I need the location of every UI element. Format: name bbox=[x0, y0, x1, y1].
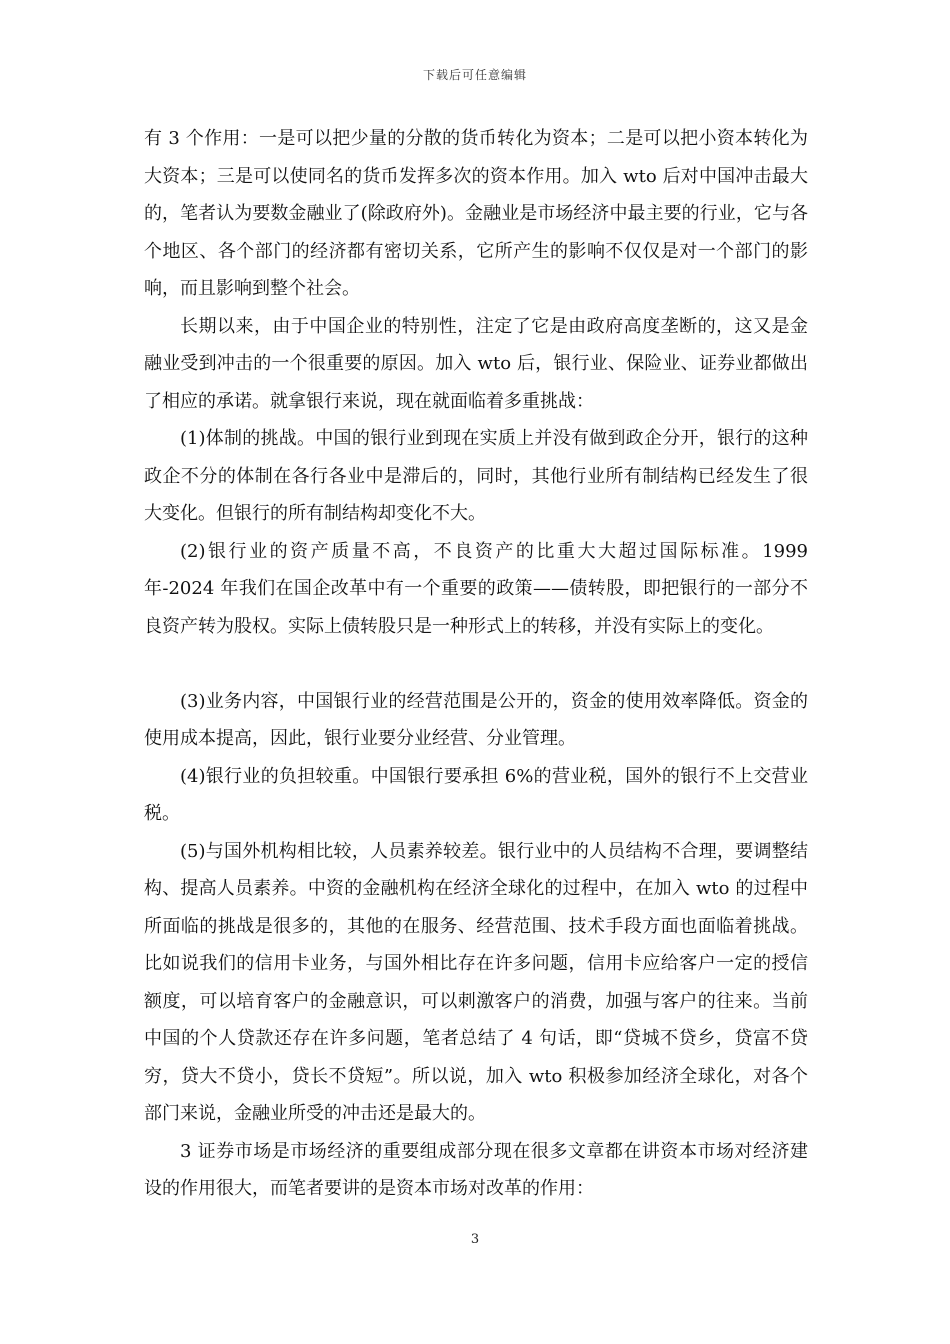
paragraph-item-2: (2)银行业的资产质量不高，不良资产的比重大大超过国际标准。1999 年-2024 年我们在国企改革中有一个重要的政策——债转股，即把银行的一部分不良资产转为股权。实际上债转股只是一种形式上的转移，并没有实际上的变化。 bbox=[144, 540, 808, 637]
page-number: 3 bbox=[470, 1232, 480, 1247]
body-text bbox=[144, 120, 808, 1208]
paragraph-item-3: (3)业务内容，中国银行业的经营范围是公开的，资金的使用效率降低。资金的使用成本提高，因此，银行业要分业经营、分业管理。 bbox=[144, 690, 808, 749]
paragraph-long-term: 长期以来，由于中国企业的特别性，注定了它是由政府高度垄断的，这又是金融业受到冲击的一个很重要的原因。加入 wto 后，银行业、保险业、证券业都做出了相应的承诺。就拿银行来说，现在就面临着多重挑战： bbox=[144, 315, 808, 412]
header-note: 下载后可任意编辑 bbox=[422, 68, 527, 82]
paragraph-item-1: (1)体制的挑战。中国的银行业到现在实质上并没有做到政企分开，银行的这种政企不分的体制在各行各业中是滞后的，同时，其他行业所有制结构已经发生了很大变化。但银行的所有制结构却变化不大。 bbox=[144, 428, 808, 524]
paragraph-securities-market: 3 证券市场是市场经济的重要组成部分现在很多文章都在讲资本市场对经济建设的作用很大，而笔者要讲的是资本市场对改革的作用： bbox=[144, 1140, 808, 1199]
paragraph-continuation: 有 3 个作用：一是可以把少量的分散的货币转化为资本；二是可以把小资本转化为大资本；三是可以使同名的货币发挥多次的资本作用。加入 wto 后对中国冲击最大的，笔者认为要数金融业了(除政府外)。金融业是市场经济中最主要的行业，它与各个地区、各个部门的经济都有密切关系，它所产生的影响不仅仅是对一个部门的影响，而且影响到整个社会。 bbox=[144, 128, 808, 299]
paragraph-item-5: (5)与国外机构相比较，人员素养较差。银行业中的人员结构不合理，要调整结构、提高人员素养。中资的金融机构在经济全球化的过程中，在加入 wto 的过程中所面临的挑战是很多的，其他的在服务、经营范围、技术手段方面也面临着挑战。比如说我们的信用卡业务，与国外相比存在许多问题，信用卡应给客户一定的授信额度，可以培育客户的金融意识，可以刺激客户的消费，加强与客户的往来。当前中国的个人贷款还存在许多问题，笔者总结了 4 句话，即“贷城不贷乡，贷富不贷穷，贷大不贷小，贷长不贷短”。所以说，加入 wto 积极参加经济全球化，对各个部门来说，金融业所受的冲击还是最大的。 bbox=[144, 840, 808, 1124]
paragraph-item-4: (4)银行业的负担较重。中国银行要承担 6%的营业税，国外的银行不上交营业税。 bbox=[144, 765, 808, 824]
